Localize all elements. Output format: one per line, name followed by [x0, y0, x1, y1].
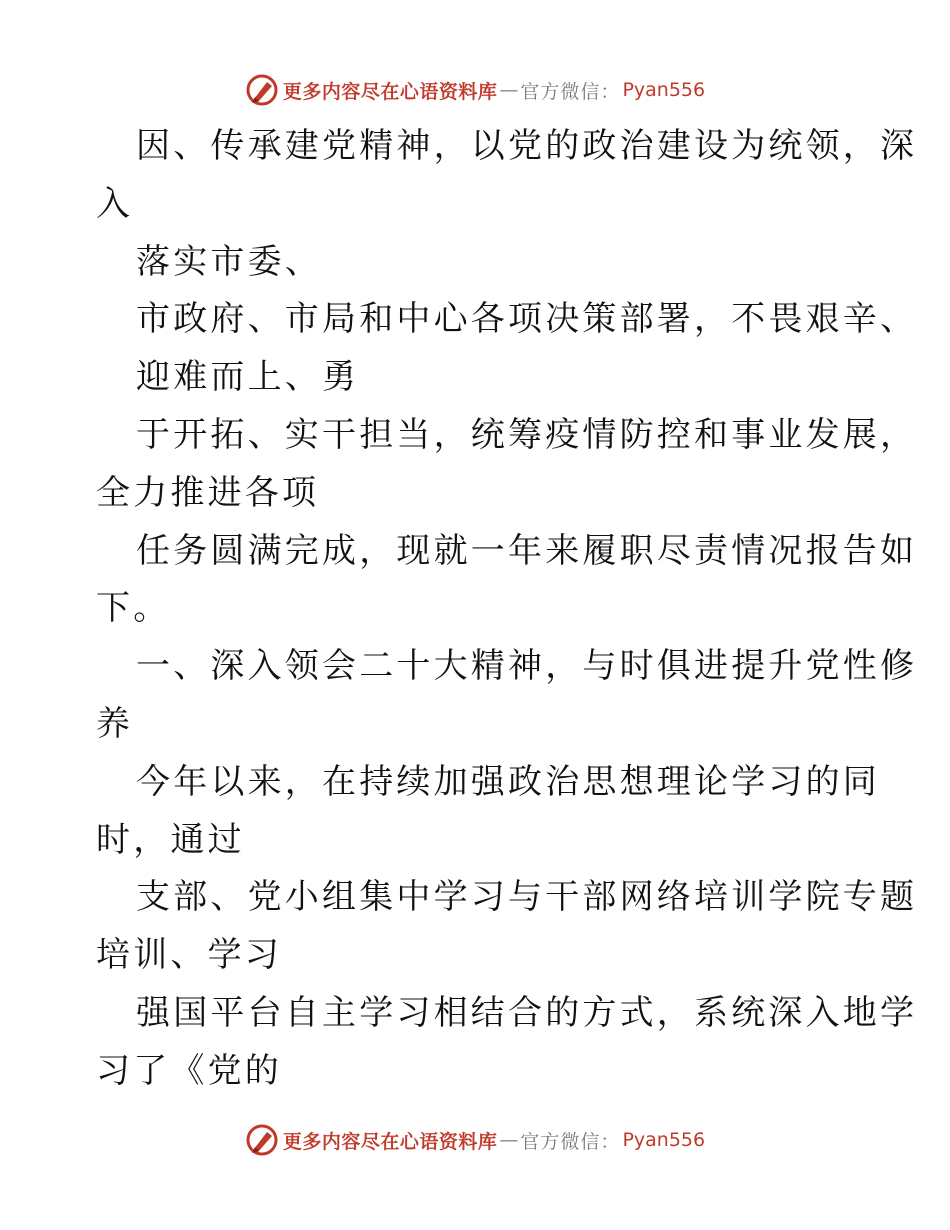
- text-line: 市政府、市局和中心各项决策部署，不畏艰辛、: [136, 299, 918, 340]
- text-line: 培训、学习: [96, 935, 282, 976]
- banner-promo-text: 更多内容尽在心语资料库: [282, 80, 498, 103]
- footer-banner: [0, 1120, 950, 1160]
- text-line: 迎难而上、勇: [136, 357, 360, 398]
- pen-logo-icon: [245, 73, 279, 107]
- text-line: 落实市委、: [136, 241, 322, 282]
- banner-official-label: 官方微信：: [520, 1130, 621, 1153]
- text-line: 习了《党的: [96, 1050, 282, 1091]
- text-line: 因、传承建党精神，以党的政治建设为统领，深: [136, 126, 918, 166]
- text-line: 支部、党小组集中学习与干部网络培训学院专题: [136, 877, 918, 918]
- text-line: 养: [96, 703, 134, 744]
- text-line: 下。: [96, 588, 171, 629]
- banner-wechat-id: Pyan556: [622, 79, 706, 101]
- document-body: [96, 118, 918, 1101]
- text-line: 时，通过: [96, 819, 245, 860]
- text-line: 今年以来，在持续加强政治思想理论学习的同: [136, 761, 880, 802]
- banner-dash: —: [499, 79, 519, 101]
- text-line: 任务圆满完成，现就一年来履职尽责情况报告如: [136, 530, 918, 571]
- section-heading: 一、深入领会二十大精神，与时俱进提升党性修: [136, 646, 918, 687]
- banner-official-label: 官方微信：: [520, 80, 621, 103]
- text-line: 入: [96, 183, 134, 224]
- banner-dash: —: [499, 1129, 519, 1151]
- text-line: 全力推进各项: [96, 472, 320, 513]
- banner-promo-text: 更多内容尽在心语资料库: [282, 1130, 498, 1153]
- text-line: 强国平台自主学习相结合的方式，系统深入地学: [136, 992, 918, 1033]
- header-banner: [0, 70, 950, 110]
- banner-wechat-id: Pyan556: [622, 1129, 706, 1151]
- text-line: 于开拓、实干担当，统筹疫情防控和事业发展，: [136, 414, 918, 455]
- pen-logo-icon: [245, 1123, 279, 1157]
